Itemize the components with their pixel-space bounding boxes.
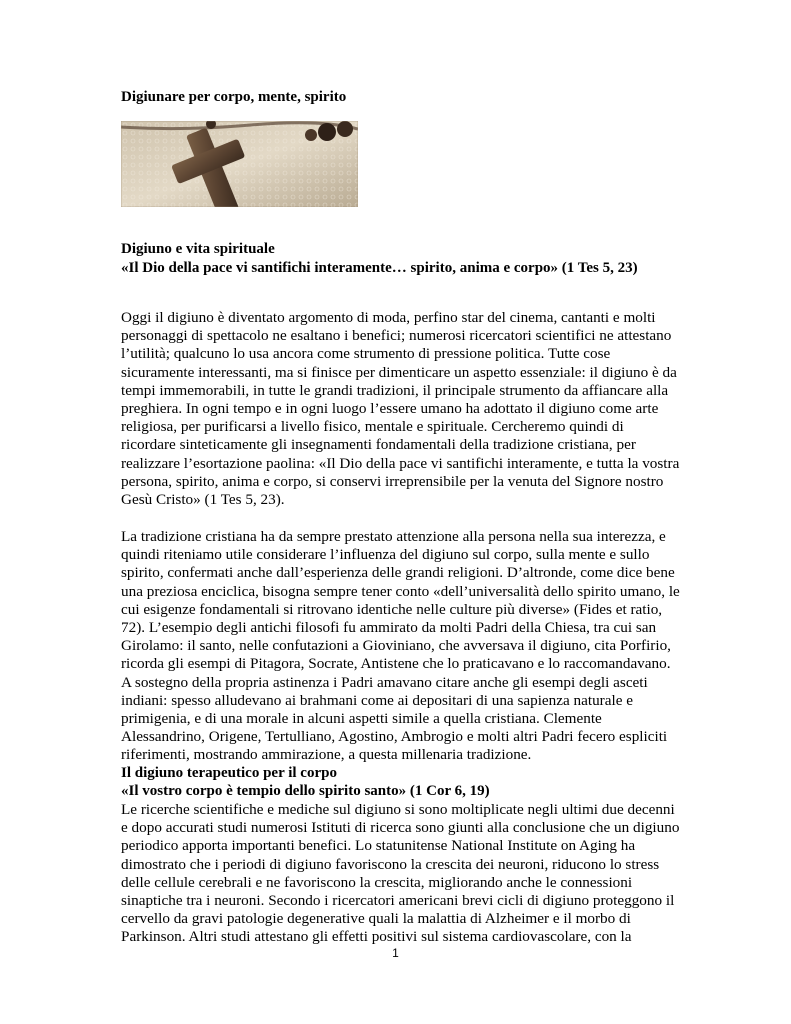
paragraph-research: Le ricerche scientifiche e mediche sul digiuno si sono moltiplicate negli ultimi due decenni e dopo accurati studi numerosi Istituti di ricerca sono giunti alla conclusione che un digiuno periodico apporta importanti benefici. Lo statunitense National Institute on Aging ha dimostrato che i periodi di digiuno favoriscono la crescita dei neuroni, riducono lo stress delle cellule cerebrali e ne favoriscono la crescita, migliorando anche le connessioni sinaptiche tra i neuroni. Secondo i ricercatori americani brevi cicli di digiuno proteggono il cervello da gravi patologie degenerative quali la malattia di Alzheimer e il morbo di Parkinson. Altri studi attestano gli effetti positivi sul sistema cardiovascolare, con la — [121, 801, 680, 946]
page-number: 1 — [392, 946, 399, 960]
section-heading-body: Il digiuno terapeutico per il corpo — [121, 765, 337, 781]
paragraph-tradition: La tradizione cristiana ha da sempre prestato attenzione alla persona nella sua interezza, e quindi riteniamo utile considerare l’influenza del digiuno sul corpo, sulla mente e sullo spirito, confermati anche dall’esperienza delle grandi religioni. D’altronde, come dice bene una preziosa enciclica, bisogna sempre tener conto «dell’universalità dello spirito umano, le cui esigenze fondamentali si ritrovano identiche nelle culture più diverse» (Fides et ratio, 72). L’esempio degli antichi filosofi fu ammirato da molti Padri della Chiesa, tra cui san Girolamo: il santo, nelle confutazioni a Gioviniano, che avversava il digiuno, cita Porfirio, ricorda gli esempi di Pitagora, Socrate, Antistene che lo praticavano e lo raccomandavano. A sostegno della propria astinenza i Padri amavano citare anche gli esempi degli asceti indiani: spesso alludevano ai brahmani come ai depositari di una sapienza naturale e primigenia, e di una morale in alcuni aspetti simile a quella cristiana. Clemente Alessandrino, Origene, Tertulliano, Agostino, Ambrogio e molti altri Padri fecero espliciti riferimenti, mostrando ammirazione, a questa millenaria tradizione. — [121, 528, 680, 764]
section-heading-spiritual: Digiuno e vita spirituale — [121, 241, 275, 257]
section-quote-body: «Il vostro corpo è tempio dello spirito santo» (1 Cor 6, 19) — [121, 783, 490, 799]
document-title: Digiunare per corpo, mente, spirito — [121, 89, 347, 105]
paragraph-intro: Oggi il digiuno è diventato argomento di moda, perfino star del cinema, cantanti e molti personaggi di spettacolo ne esaltano i benefici; numerosi ricercatori scientifici ne attestano l’utilità; qualcuno lo usa ancora come strumento di pressione politica. Tutte cose sicuramente interessanti, ma si finisce per dimenticare un aspetto essenziale: il digiuno è da tempi immemorabili, in tutte le grandi tradizioni, il principale strumento da affiancare alla preghiera. In ogni tempo e in ogni luogo l’essere umano ha adottato il digiuno come arte religiosa, per purificarsi a livello fisico, mentale e spirituale. Cercheremo quindi di ricordare sinteticamente gli insegnamenti fondamentali della tradizione cristiana, per realizzare l’esortazione paolina: «Il Dio della pace vi santifichi interamente, e tutta la vostra persona, spirito, anima e corpo, si conservi irreprensibile per la venuta del Signore nostro Gesù Cristo» (1 Tes 5, 23). — [121, 309, 680, 509]
cross-photo — [121, 121, 358, 207]
section-quote-spiritual: «Il Dio della pace vi santifichi interamente… spirito, anima e corpo» (1 Tes 5, 23) — [121, 260, 638, 276]
